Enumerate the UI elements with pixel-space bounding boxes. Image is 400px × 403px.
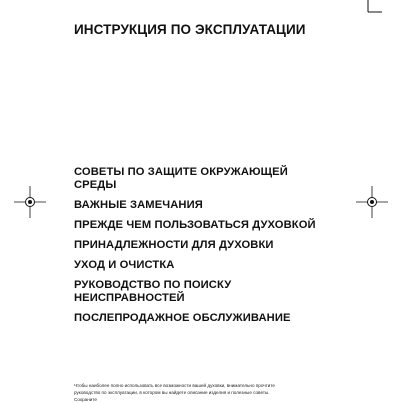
toc-item-label: ПОСЛЕПРОДАЖНОЕ ОБСЛУЖИВАНИЕ xyxy=(74,312,291,324)
toc-item-accessories[interactable] xyxy=(74,239,374,252)
toc-item-label: ВАЖНЫЕ ЗАМЕЧАНИЯ xyxy=(74,199,203,211)
toc-item-label: УХОД И ОЧИСТКА xyxy=(74,259,175,271)
toc-item-label: СОВЕТЫ ПО ЗАЩИТЕ ОКРУЖАЮЩЕЙ xyxy=(74,166,288,178)
footnote-line: Сохраните xyxy=(74,397,97,402)
toc-item-environment[interactable] xyxy=(74,166,374,192)
toc-item-care-cleaning[interactable] xyxy=(74,259,374,272)
toc-item-label: ПРИНАДЛЕЖНОСТИ ДЛЯ ДУХОВКИ xyxy=(74,239,274,251)
footnote-line: Чтобы наиболее полно использовать все возможности вашей духовки, внимательно прочтите xyxy=(74,383,275,388)
table-of-contents xyxy=(74,166,374,332)
toc-item-label: СРЕДЫ xyxy=(74,179,117,191)
toc-item-after-sales-service[interactable] xyxy=(74,312,374,325)
toc-item-label: ПРЕЖДЕ ЧЕМ ПОЛЬЗОВАТЬСЯ ДУХОВКОЙ xyxy=(74,219,316,231)
footnote-line: руководство по эксплуатации, в котором вы найдете описание изделия и полезные советы. xyxy=(74,390,270,395)
toc-item-important-notes[interactable] xyxy=(74,199,374,212)
toc-item-label: НЕИСПРАВНОСТЕЙ xyxy=(74,292,185,304)
toc-item-troubleshooting[interactable] xyxy=(74,279,374,305)
toc-item-before-use[interactable] xyxy=(74,219,374,232)
toc-item-label: РУКОВОДСТВО ПО ПОИСКУ xyxy=(74,279,232,291)
page-title: ИНСТРУКЦИЯ ПО ЭКСПЛУАТАЦИИ xyxy=(74,22,306,37)
